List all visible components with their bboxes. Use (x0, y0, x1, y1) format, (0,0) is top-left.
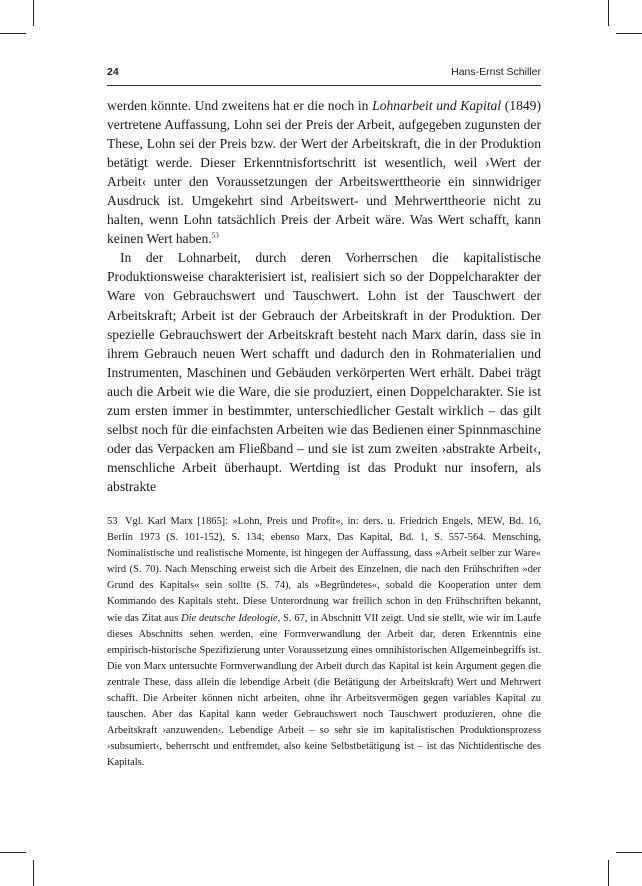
main-text (107, 96, 541, 496)
page-number: 24 (107, 66, 119, 78)
footnote-number: 53 (107, 516, 118, 527)
footnote-reference[interactable]: 53 (211, 231, 219, 240)
paragraph-1: werden könnte. Und zweitens hat er die noch in Lohnarbeit und Kapital (1849) vertretene Auffassung, Lohn sei der Preis der Arbeit, aufgegeben zugunsten der These, Lohn sei der Preis bzw. der Wert der Arbeitskraft, die in der Produktion betätigt werde. Dieser Erkenntnisfortschritt ist wesentlich, weil ›Wert der Arbeit‹ unter den Voraussetzungen der Arbeitswerttheorie ein sinnwidriger Ausdruck ist. Umgekehrt sind Arbeitswert- und Mehrwerttheorie nicht zu halten, wenn Lohn tatsächlich Preis der Arbeit wäre. Was Wert schafft, kann keinen Wert haben.$^{53}$ (107, 98, 542, 247)
crop-mark-top-right-vertical (608, 0, 609, 26)
header-rule (107, 85, 541, 86)
running-header-author: Hans-Ernst Schiller (451, 66, 541, 78)
crop-mark-bottom-left-vertical (33, 860, 34, 886)
paragraph-2: In der Lohnarbeit, durch deren Vorherrschen die kapitalistische Produktionsweise charakterisiert ist, realisiert sich so der Doppelcharakter der Ware von Gebrauchswert und Tauschwert. Lohn ist der Tauschwert der Arbeitskraft; Arbeit ist der Gebrauch der Arbeitskraft in der Produktion. Der spezielle Gebrauchswert der Arbeitskraft besteht nach Marx darin, dass sie in ihrem Gebrauch neuen Wert schafft und dadurch den in Rohmaterialien und Instrumenten, Maschinen und Gebäuden verkörperten Wert erhält. Dabei trägt auch die Arbeit wie die Ware, die sie produziert, einen Doppelcharakter. Sie ist zum ersten immer in bestimmter, unterschiedlicher Gestalt wirklich – das gilt selbst noch für die einfachsten Arbeiten wie das Bedienen einer Spinnmaschine oder das Verpacken am Fließband – und sie ist zum zweiten ›abstrakte Arbeit‹, menschliche Arbeit überhaupt. Wertding ist das Produkt nur insofern, als abstrakte (107, 250, 541, 494)
crop-mark-top-right-horizontal (616, 33, 642, 34)
crop-mark-top-left-horizontal (0, 33, 26, 34)
running-header (107, 66, 541, 82)
crop-mark-bottom-right-vertical (608, 860, 609, 886)
footnote-53: 53 Vgl. Karl Marx [1865]: »Lohn, Preis und Profit«, in: ders. u. Friedrich Engels, MEW, Bd. 16, Berlin 1973 (S. 101-152), S. 134; ebenso Marx, Das Kapital, Bd. 1, S. 557-564. Mensching, Nominalistische und realistische Momente, ist hingegen der Auffassung, dass »Arbeit selber zur Ware« wird (S. 70). Nach Mensching erweist sich die Arbeit des Einzelnen, die nach den Frühschriften »der Grund des Kapitals« sein sollte (S. 74), als »Begründetes«, sobald die Kooperation unter dem Kommando des Kapitals steht. Diese Unterordnung war freilich schon in den Frühschriften bekannt, wie das Zitat aus Die deutsche Ideologie, S. 67, in Abschnitt VII zeigt. Und sie stellt, wie wir im Laufe dieses Abschnitts sehen werden, eine Formverwandlung der Arbeit dar, deren Erkenntnis eine empirisch-historische Spezifizierung unter Voraussetzung eines omnihistorischen Allgemeinbegriffs ist. Die von Marx untersuchte Formverwandlung der Arbeit durch das Kapital ist kein Argument gegen die zentrale These, dass allein die lebendige Arbeit (die Betätigung der Arbeitskraft) Wert und Mehrwert schafft. Die Arbeiter können nicht arbeiten, ohne ihr Arbeitsvermögen gegen variables Kapital zu tauschen. Aber das Kapital kann weder Gebrauchswert noch Tauschwert produzieren, ohne die Arbeitskraft ›anzuwenden‹. Lebendige Arbeit – so sehr sie im kapitalistischen Produktionsprozess ›subsumiert‹, beherrscht und entfremdet, also keine Selbstbetätigung ist – ist das Nichtidentische des Kapitals. (107, 516, 541, 769)
crop-mark-bottom-left-horizontal (0, 852, 26, 853)
work-title: Lohnarbeit und Kapital (372, 98, 502, 113)
crop-mark-bottom-right-horizontal (616, 852, 642, 853)
crop-mark-top-left-vertical (33, 0, 34, 26)
footnote-work-title: Die deutsche Ideologie (181, 612, 278, 624)
